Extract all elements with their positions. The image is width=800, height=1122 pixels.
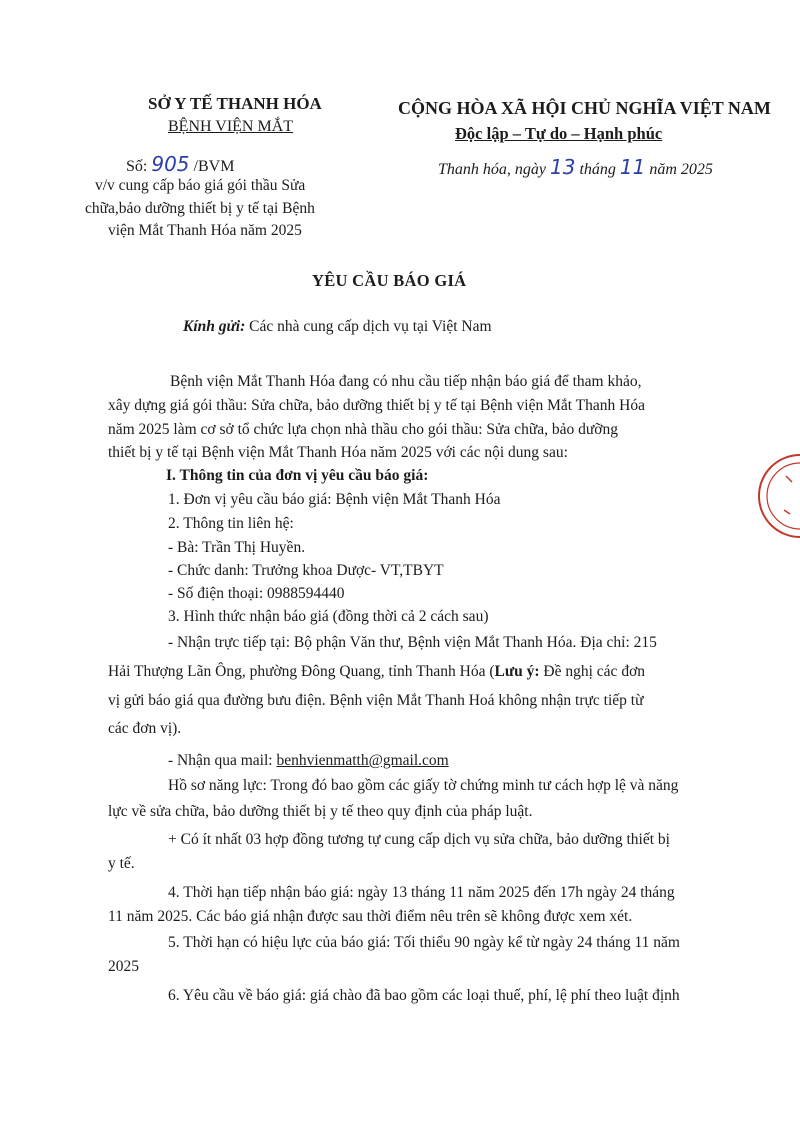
national-motto: Độc lập – Tự do – Hạnh phúc [455,124,663,143]
item-contact-title: - Chức danh: Trưởng khoa Dược- VT,TBYT [168,562,444,579]
capacity-line-1: Hồ sơ năng lực: Trong đó bao gồm các giấy tờ chứng minh tư cách hợp lệ và năng [168,777,679,794]
direct-line-1: - Nhận trực tiếp tại: Bộ phận Văn thư, Bệnh viện Mắt Thanh Hóa. Địa chỉ: 215 [168,634,657,651]
subject-line-1: v/v cung cấp báo giá gói thầu Sửa [95,177,306,194]
subject-line-2: chữa,bảo dưỡng thiết bị y tế tại Bệnh [85,200,315,217]
validity-line-1: 5. Thời hạn có hiệu lực của báo giá: Tối thiểu 90 ngày kể từ ngày 24 tháng 11 năm [168,934,680,951]
contract-line-1: + Có ít nhất 03 hợp đồng tương tự cung cấp dịch vụ sửa chữa, bảo dưỡng thiết bị [168,831,670,848]
item-contact-heading: 2. Thông tin liên hệ: [168,515,294,532]
date-year: năm 2025 [649,161,713,178]
number-handwritten: 905 [151,152,190,176]
mail-prefix: - Nhận qua mail: [168,752,277,769]
national-title: CỘNG HÒA XÃ HỘI CHỦ NGHĨA VIỆT NAM [398,98,771,118]
note-label: Lưu ý: [494,663,540,680]
intro-line-4: thiết bị y tế tại Bệnh viện Mắt Thanh Hóa năm 2025 với các nội dung sau: [108,444,568,461]
date-month-handwritten: 11 [619,155,646,179]
direct-line-3: vị gửi báo giá qua đường bưu điện. Bệnh viện Mắt Thanh Hoá không nhận trực tiếp từ [108,692,644,709]
issuer-department: SỞ Y TẾ THANH HÓA [148,94,322,113]
document-number [126,152,234,176]
deadline-line-2: 11 năm 2025. Các báo giá nhận được sau thời điểm nêu trên sẽ không được xem xét. [108,908,633,925]
seal-stamp-icon [756,452,800,540]
deadline-line-1: 4. Thời hạn tiếp nhận báo giá: ngày 13 tháng 11 năm 2025 đến 17h ngày 24 tháng [168,884,675,901]
contract-line-2: y tế. [108,855,135,872]
direct-line-2a: Hải Thượng Lãn Ông, phường Đông Quang, tỉnh Thanh Hóa ( [108,663,495,680]
intro-line-2: xây dựng giá gói thầu: Sửa chữa, bảo dưỡng thiết bị y tế tại Bệnh viện Mắt Thanh Hóa [108,397,645,414]
intro-line-1: Bệnh viện Mắt Thanh Hóa đang có nhu cầu tiếp nhận báo giá để tham khảo, [170,373,642,390]
recipient [183,318,492,336]
number-label: Số: [126,158,148,175]
item-contact-phone: - Số điện thoại: 0988594440 [168,585,345,602]
recipient-value: Các nhà cung cấp dịch vụ tại Việt Nam [249,318,492,335]
direct-line-4: các đơn vị). [108,720,182,737]
validity-line-2: 2025 [108,958,139,975]
direct-line-2 [108,663,645,681]
date-day-handwritten: 13 [550,155,576,179]
recipient-label: Kính gửi: [183,318,246,335]
number-suffix: /BVM [193,158,235,175]
mail-line [168,752,449,770]
item-method-heading: 3. Hình thức nhận báo giá (đồng thời cả 2 cách sau) [168,608,489,625]
section-1-heading: I. Thông tin của đơn vị yêu cầu báo giá: [166,467,429,484]
document-title: YÊU CẦU BÁO GIÁ [312,271,467,290]
item-unit: 1. Đơn vị yêu cầu báo giá: Bệnh viện Mắt Thanh Hóa [168,491,501,508]
item-contact-name: - Bà: Trần Thị Huyền. [168,539,306,556]
document-date [438,155,713,179]
capacity-line-2: lực về sửa chữa, bảo dưỡng thiết bị y tế theo quy định của pháp luật. [108,803,533,820]
direct-line-2b: Đề nghị các đơn [539,663,646,680]
mail-link[interactable]: benhvienmatth@gmail.com [276,752,449,769]
subject-line-3: viện Mắt Thanh Hóa năm 2025 [108,222,302,239]
date-month-label: tháng [579,161,616,178]
requirement-line-1: 6. Yêu cầu về báo giá: giá chào đã bao gồm các loại thuế, phí, lệ phí theo luật định [168,987,680,1004]
issuer-hospital: BỆNH VIỆN MẮT [168,118,294,135]
date-prefix: Thanh hóa, ngày [438,161,546,178]
intro-line-3: năm 2025 làm cơ sở tổ chức lựa chọn nhà thầu cho gói thầu: Sửa chữa, bảo dưỡng [108,421,618,438]
